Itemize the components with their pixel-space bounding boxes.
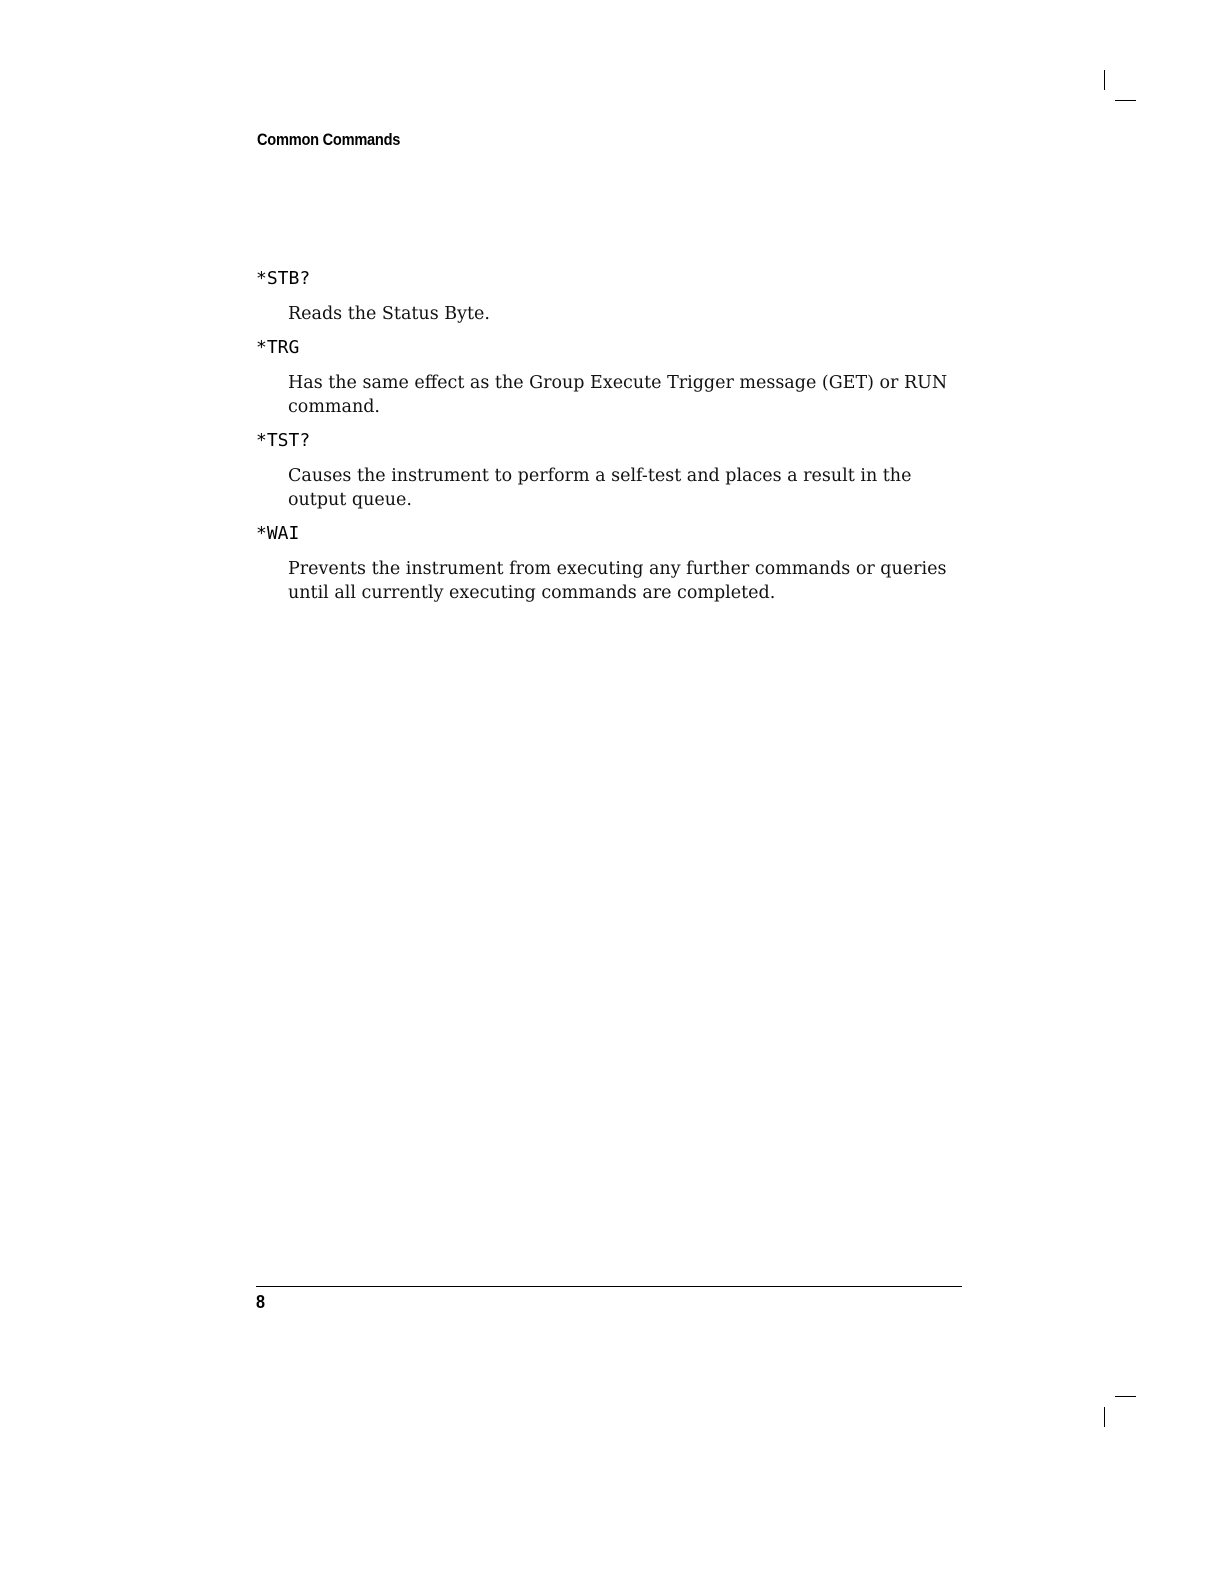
command-description: Reads the Status Byte.	[288, 304, 490, 324]
command-name: *STB?	[256, 268, 311, 289]
command-list	[256, 267, 966, 615]
command-entry-stb	[256, 267, 966, 326]
crop-mark-bottom-vertical	[1104, 1407, 1105, 1427]
command-entry-trg	[256, 336, 966, 419]
crop-mark-top-vertical	[1104, 70, 1105, 90]
footer-rule	[256, 1286, 962, 1287]
command-name: *TRG	[256, 337, 300, 358]
command-description: Causes the instrument to perform a self-test and places a result in the output queue.	[288, 466, 912, 510]
page-number: 8	[256, 1292, 266, 1312]
command-description: Has the same effect as the Group Execute Trigger message (GET) or RUN command.	[288, 373, 948, 417]
command-description: Prevents the instrument from executing any further commands or queries until all currently executing commands are completed.	[288, 559, 947, 603]
command-entry-wai	[256, 522, 966, 605]
command-entry-tst	[256, 429, 966, 512]
command-name: *WAI	[256, 523, 300, 544]
crop-mark-bottom-horizontal	[1115, 1396, 1136, 1397]
crop-mark-top-horizontal	[1115, 100, 1136, 101]
command-name: *TST?	[256, 430, 311, 451]
running-head: Common Commands	[257, 130, 401, 149]
